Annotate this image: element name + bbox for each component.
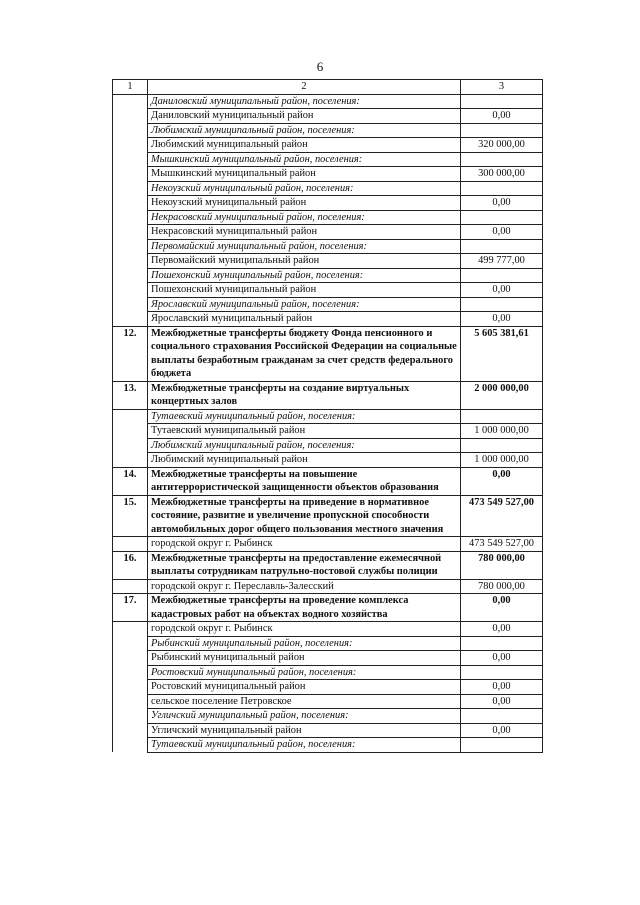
row-number (113, 424, 148, 439)
row-label: Любимский муниципальный район, поселения: (148, 438, 461, 453)
row-number (113, 152, 148, 167)
row-amount: 499 777,00 (461, 254, 543, 269)
row-label: Даниловский муниципальный район (148, 109, 461, 124)
subheading-row (113, 123, 543, 138)
row-amount: 0,00 (461, 694, 543, 709)
row-label: Любимский муниципальный район (148, 138, 461, 153)
row-number: 12. (113, 326, 148, 381)
row-number: 15. (113, 495, 148, 537)
subheading-row (113, 438, 543, 453)
row-label: Любимский муниципальный район (148, 453, 461, 468)
table-row (113, 225, 543, 240)
row-label: Межбюджетные трансферты на предоставление ежемесячной выплаты сотрудникам патрульно-постовой службы полиции (148, 551, 461, 579)
row-label: Межбюджетные трансферты на повышение антитеррористической защищенности объектов образования (148, 467, 461, 495)
row-number (113, 651, 148, 666)
subheading-row (113, 665, 543, 680)
table-row (113, 109, 543, 124)
row-label: Межбюджетные трансферты на проведение комплекса кадастровых работ на объектах водного хозяйства (148, 594, 461, 622)
row-label: Тутаевский муниципальный район, поселения: (148, 409, 461, 424)
header-col-1: 1 (113, 80, 148, 95)
row-label: Ростовский муниципальный район, поселения: (148, 665, 461, 680)
row-number (113, 665, 148, 680)
subheading-row (113, 152, 543, 167)
row-label: Любимский муниципальный район, поселения: (148, 123, 461, 138)
row-label: Даниловский муниципальный район, поселения: (148, 94, 461, 109)
row-label: Тутаевский муниципальный район (148, 424, 461, 439)
row-amount (461, 210, 543, 225)
row-amount (461, 636, 543, 651)
row-number (113, 181, 148, 196)
row-label: Пошехонский муниципальный район, поселения: (148, 268, 461, 283)
row-number (113, 239, 148, 254)
row-amount: 300 000,00 (461, 167, 543, 182)
row-amount (461, 297, 543, 312)
row-amount (461, 665, 543, 680)
row-number: 17. (113, 594, 148, 622)
row-amount: 0,00 (461, 225, 543, 240)
section-row (113, 551, 543, 579)
row-amount: 780 000,00 (461, 551, 543, 579)
table-body (113, 80, 543, 753)
row-number (113, 283, 148, 298)
table-row (113, 579, 543, 594)
table-row (113, 312, 543, 327)
row-amount (461, 123, 543, 138)
row-label: Рыбинский муниципальный район, поселения: (148, 636, 461, 651)
row-amount: 5 605 381,61 (461, 326, 543, 381)
row-amount (461, 709, 543, 724)
subheading-row (113, 210, 543, 225)
table-row (113, 651, 543, 666)
row-amount: 780 000,00 (461, 579, 543, 594)
row-amount: 0,00 (461, 622, 543, 637)
row-amount: 2 000 000,00 (461, 381, 543, 409)
row-amount (461, 409, 543, 424)
row-number (113, 254, 148, 269)
row-number (113, 268, 148, 283)
table-row (113, 138, 543, 153)
row-number (113, 738, 148, 753)
subheading-row (113, 239, 543, 254)
row-number (113, 297, 148, 312)
row-label: Мышкинский муниципальный район (148, 167, 461, 182)
row-label: Угличский муниципальный район, поселения: (148, 709, 461, 724)
table-row (113, 694, 543, 709)
section-row (113, 467, 543, 495)
table-row (113, 622, 543, 637)
table-row (113, 196, 543, 211)
subheading-row (113, 297, 543, 312)
subheading-row (113, 181, 543, 196)
row-number (113, 622, 148, 637)
row-amount (461, 181, 543, 196)
row-number (113, 312, 148, 327)
row-number (113, 537, 148, 552)
row-label: Некоузский муниципальный район, поселения: (148, 181, 461, 196)
row-number (113, 709, 148, 724)
row-label: городской округ г. Рыбинск (148, 622, 461, 637)
row-label: Угличский муниципальный район (148, 723, 461, 738)
row-number (113, 453, 148, 468)
row-number (113, 109, 148, 124)
row-label: Межбюджетные трансферты на приведение в нормативное состояние, развитие и увеличение пропускной способности автомобильных дорог общего пользования местного значения (148, 495, 461, 537)
row-number (113, 680, 148, 695)
row-number (113, 225, 148, 240)
row-amount: 0,00 (461, 467, 543, 495)
row-label: Рыбинский муниципальный район (148, 651, 461, 666)
row-amount: 1 000 000,00 (461, 453, 543, 468)
row-amount: 0,00 (461, 723, 543, 738)
row-label: сельское поселение Петровское (148, 694, 461, 709)
header-col-3: 3 (461, 80, 543, 95)
row-number (113, 94, 148, 109)
row-amount (461, 152, 543, 167)
table-header-row (113, 80, 543, 95)
row-amount: 0,00 (461, 651, 543, 666)
row-number (113, 167, 148, 182)
row-label: городской округ г. Рыбинск (148, 537, 461, 552)
subheading-row (113, 268, 543, 283)
row-number (113, 123, 148, 138)
table-row (113, 537, 543, 552)
row-amount: 0,00 (461, 196, 543, 211)
row-label: Некрасовский муниципальный район, поселения: (148, 210, 461, 225)
row-label: Первомайский муниципальный район (148, 254, 461, 269)
table-row (113, 424, 543, 439)
table-row (113, 723, 543, 738)
table-row (113, 254, 543, 269)
row-number (113, 694, 148, 709)
row-amount: 473 549 527,00 (461, 495, 543, 537)
row-label: Пошехонский муниципальный район (148, 283, 461, 298)
row-amount: 320 000,00 (461, 138, 543, 153)
row-label: Первомайский муниципальный район, поселения: (148, 239, 461, 254)
row-amount: 0,00 (461, 680, 543, 695)
row-amount (461, 438, 543, 453)
row-label: городской округ г. Переславль-Залесский (148, 579, 461, 594)
row-amount: 0,00 (461, 312, 543, 327)
header-col-2: 2 (148, 80, 461, 95)
row-amount (461, 738, 543, 753)
row-amount (461, 239, 543, 254)
transfers-table (112, 79, 543, 753)
row-amount: 473 549 527,00 (461, 537, 543, 552)
row-number: 14. (113, 467, 148, 495)
row-label: Ростовский муниципальный район (148, 680, 461, 695)
row-label: Межбюджетные трансферты бюджету Фонда пенсионного и социального страхования Российской Федерации на социальные выплаты безработным гражданам за счет средств федерального бюджета (148, 326, 461, 381)
section-row (113, 495, 543, 537)
row-label: Ярославский муниципальный район, поселения: (148, 297, 461, 312)
page-number: 6 (316, 59, 324, 74)
row-label: Некрасовский муниципальный район (148, 225, 461, 240)
section-row (113, 326, 543, 381)
subheading-row (113, 738, 543, 753)
row-number: 13. (113, 381, 148, 409)
row-amount: 1 000 000,00 (461, 424, 543, 439)
subheading-row (113, 94, 543, 109)
subheading-row (113, 709, 543, 724)
row-number (113, 210, 148, 225)
subheading-row (113, 409, 543, 424)
section-row (113, 594, 543, 622)
row-label: Некоузский муниципальный район (148, 196, 461, 211)
table-row (113, 167, 543, 182)
row-number: 16. (113, 551, 148, 579)
row-amount (461, 268, 543, 283)
row-number (113, 723, 148, 738)
row-number (113, 409, 148, 424)
subheading-row (113, 636, 543, 651)
row-number (113, 196, 148, 211)
table-row (113, 283, 543, 298)
row-label: Тутаевский муниципальный район, поселения: (148, 738, 461, 753)
row-label: Мышкинский муниципальный район, поселения: (148, 152, 461, 167)
table-row (113, 453, 543, 468)
table-row (113, 680, 543, 695)
row-label: Межбюджетные трансферты на создание виртуальных концертных залов (148, 381, 461, 409)
row-amount: 0,00 (461, 594, 543, 622)
section-row (113, 381, 543, 409)
row-label: Ярославский муниципальный район (148, 312, 461, 327)
row-number (113, 138, 148, 153)
row-amount: 0,00 (461, 109, 543, 124)
row-amount: 0,00 (461, 283, 543, 298)
row-amount (461, 94, 543, 109)
row-number (113, 438, 148, 453)
row-number (113, 636, 148, 651)
row-number (113, 579, 148, 594)
